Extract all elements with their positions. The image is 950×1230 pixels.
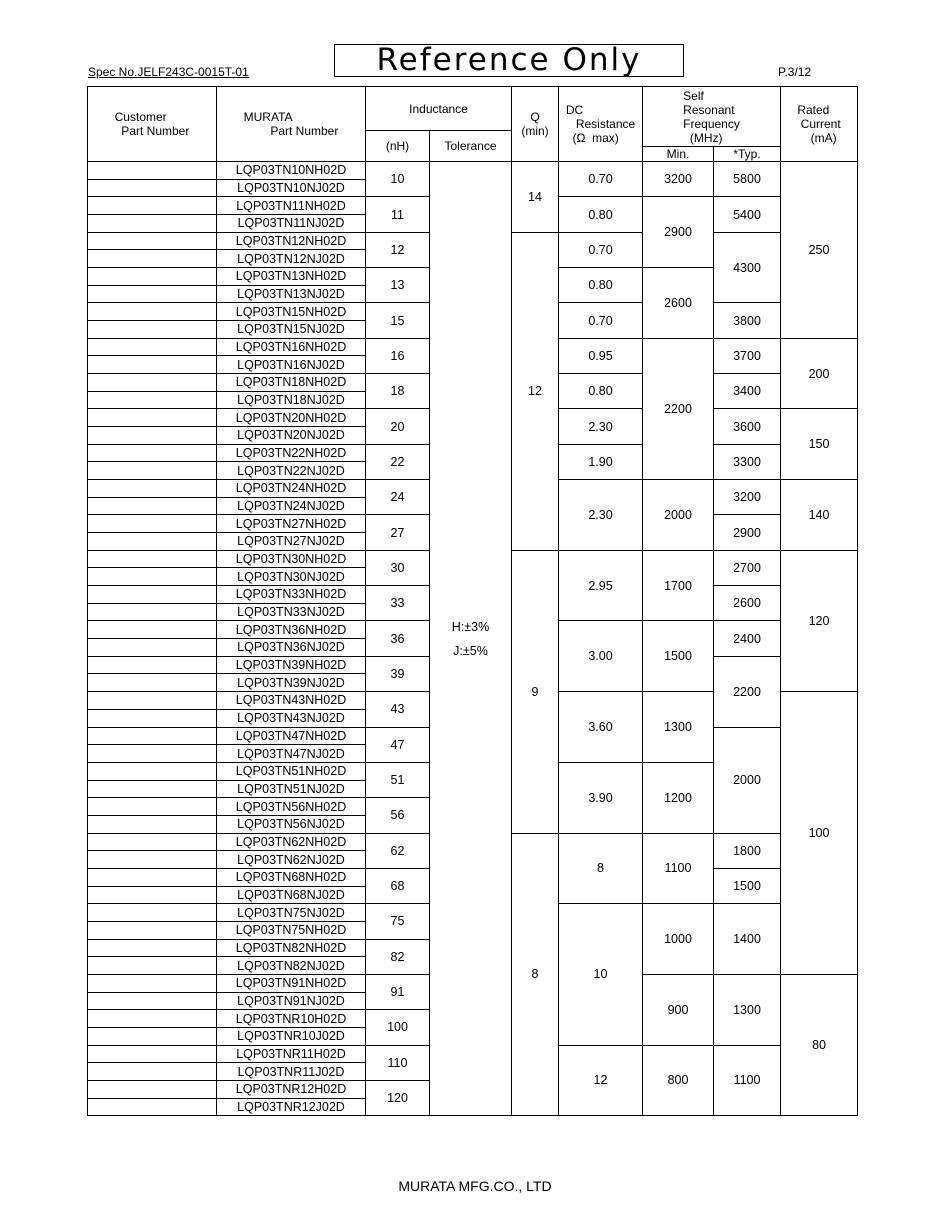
customer-part-number bbox=[88, 250, 217, 268]
header-q-min: Q (min) bbox=[512, 87, 559, 162]
inductance-value: 24 bbox=[366, 480, 430, 515]
customer-part-number bbox=[88, 886, 217, 904]
srf-min-value: 1200 bbox=[643, 762, 714, 833]
murata-part-number: LQP03TN13NH02D bbox=[217, 268, 366, 286]
header-tolerance: Tolerance bbox=[430, 131, 512, 162]
spec-table bbox=[87, 86, 858, 1116]
customer-part-number bbox=[88, 674, 217, 692]
customer-part-number bbox=[88, 462, 217, 480]
murata-part-number: LQP03TN15NH02D bbox=[217, 303, 366, 321]
inductance-value: 27 bbox=[366, 515, 430, 550]
srf-typ-value: 3600 bbox=[714, 409, 781, 444]
murata-part-number: LQP03TN47NH02D bbox=[217, 727, 366, 745]
murata-part-number: LQP03TN51NH02D bbox=[217, 762, 366, 780]
rated-current-value: 150 bbox=[781, 409, 858, 480]
murata-part-number: LQP03TN36NH02D bbox=[217, 621, 366, 639]
murata-part-number: LQP03TN30NH02D bbox=[217, 550, 366, 568]
inductance-value: 22 bbox=[366, 444, 430, 479]
customer-part-number bbox=[88, 338, 217, 356]
srf-min-value: 2200 bbox=[643, 338, 714, 479]
murata-part-number: LQP03TN22NJ02D bbox=[217, 462, 366, 480]
srf-typ-value: 1500 bbox=[714, 868, 781, 903]
customer-part-number bbox=[88, 1010, 217, 1028]
murata-part-number: LQP03TN75NJ02D bbox=[217, 904, 366, 922]
header-murata-part: MURATA Part Number bbox=[217, 87, 366, 162]
murata-part-number: LQP03TN91NH02D bbox=[217, 974, 366, 992]
customer-part-number bbox=[88, 1080, 217, 1098]
customer-part-number bbox=[88, 215, 217, 233]
customer-part-number bbox=[88, 709, 217, 727]
header-inductance: Inductance bbox=[366, 87, 512, 131]
header-srf-typ: *Typ. bbox=[714, 147, 781, 162]
tolerance-j: J:±5% bbox=[453, 643, 488, 658]
murata-part-number: LQP03TNR12J02D bbox=[217, 1098, 366, 1116]
inductance-value: 56 bbox=[366, 798, 430, 833]
srf-min-value: 1300 bbox=[643, 692, 714, 763]
murata-part-number: LQP03TN10NJ02D bbox=[217, 179, 366, 197]
murata-part-number: LQP03TN91NJ02D bbox=[217, 992, 366, 1010]
dc-resistance-value: 0.70 bbox=[559, 162, 643, 197]
dc-resistance-value: 0.80 bbox=[559, 374, 643, 409]
murata-part-number: LQP03TN12NH02D bbox=[217, 232, 366, 250]
inductance-value: 75 bbox=[366, 904, 430, 939]
rated-current-value: 100 bbox=[781, 692, 858, 975]
murata-part-number: LQP03TN62NJ02D bbox=[217, 851, 366, 869]
dc-resistance-value: 1.90 bbox=[559, 444, 643, 479]
murata-part-number: LQP03TN56NJ02D bbox=[217, 815, 366, 833]
inductance-value: 91 bbox=[366, 974, 430, 1009]
murata-part-number: LQP03TN68NH02D bbox=[217, 868, 366, 886]
murata-part-number: LQP03TN18NJ02D bbox=[217, 391, 366, 409]
murata-part-number: LQP03TN20NJ02D bbox=[217, 427, 366, 445]
inductance-value: 51 bbox=[366, 762, 430, 797]
customer-part-number bbox=[88, 586, 217, 604]
srf-min-value: 1100 bbox=[643, 833, 714, 904]
dc-resistance-value: 12 bbox=[559, 1045, 643, 1116]
srf-typ-value: 1800 bbox=[714, 833, 781, 868]
dc-resistance-value: 10 bbox=[559, 904, 643, 1045]
srf-typ-value: 2600 bbox=[714, 586, 781, 621]
inductance-value: 110 bbox=[366, 1045, 430, 1080]
tolerance-cell bbox=[430, 162, 512, 1116]
dc-resistance-value: 3.00 bbox=[559, 621, 643, 692]
srf-typ-value: 3400 bbox=[714, 374, 781, 409]
srf-min-value: 2600 bbox=[643, 268, 714, 339]
customer-part-number bbox=[88, 568, 217, 586]
customer-part-number bbox=[88, 409, 217, 427]
customer-part-number bbox=[88, 427, 217, 445]
srf-typ-value: 3300 bbox=[714, 444, 781, 479]
srf-typ-value: 1300 bbox=[714, 974, 781, 1045]
murata-part-number: LQP03TN24NJ02D bbox=[217, 497, 366, 515]
inductance-value: 33 bbox=[366, 586, 430, 621]
murata-part-number: LQP03TN39NJ02D bbox=[217, 674, 366, 692]
srf-typ-value: 4300 bbox=[714, 232, 781, 303]
srf-typ-value: 3700 bbox=[714, 338, 781, 373]
customer-part-number bbox=[88, 851, 217, 869]
murata-part-number: LQP03TN82NJ02D bbox=[217, 957, 366, 975]
rated-current-value: 120 bbox=[781, 550, 858, 691]
inductance-value: 68 bbox=[366, 868, 430, 903]
customer-part-number bbox=[88, 1098, 217, 1116]
murata-part-number: LQP03TNR10J02D bbox=[217, 1027, 366, 1045]
dc-resistance-value: 2.30 bbox=[559, 409, 643, 444]
murata-part-number: LQP03TN16NJ02D bbox=[217, 356, 366, 374]
customer-part-number bbox=[88, 939, 217, 957]
srf-typ-value: 1100 bbox=[714, 1045, 781, 1116]
customer-part-number bbox=[88, 904, 217, 922]
dc-resistance-value: 0.80 bbox=[559, 197, 643, 232]
customer-part-number bbox=[88, 550, 217, 568]
customer-part-number bbox=[88, 992, 217, 1010]
customer-part-number bbox=[88, 268, 217, 286]
customer-part-number bbox=[88, 1063, 217, 1081]
inductance-value: 20 bbox=[366, 409, 430, 444]
dc-resistance-value: 0.95 bbox=[559, 338, 643, 373]
srf-typ-value: 2700 bbox=[714, 550, 781, 585]
srf-typ-value: 3800 bbox=[714, 303, 781, 338]
customer-part-number bbox=[88, 692, 217, 710]
inductance-value: 82 bbox=[366, 939, 430, 974]
murata-part-number: LQP03TN62NH02D bbox=[217, 833, 366, 851]
srf-typ-value: 1400 bbox=[714, 904, 781, 975]
murata-part-number: LQP03TN39NH02D bbox=[217, 656, 366, 674]
spec-number: Spec No.JELF243C-0015T-01 bbox=[88, 65, 249, 79]
murata-part-number: LQP03TN43NJ02D bbox=[217, 709, 366, 727]
murata-part-number: LQP03TN51NJ02D bbox=[217, 780, 366, 798]
murata-part-number: LQP03TN33NH02D bbox=[217, 586, 366, 604]
customer-part-number bbox=[88, 621, 217, 639]
murata-part-number: LQP03TN15NJ02D bbox=[217, 321, 366, 339]
murata-part-number: LQP03TN13NJ02D bbox=[217, 285, 366, 303]
murata-part-number: LQP03TN75NH02D bbox=[217, 921, 366, 939]
inductance-value: 12 bbox=[366, 232, 430, 267]
customer-part-number bbox=[88, 727, 217, 745]
murata-part-number: LQP03TN20NH02D bbox=[217, 409, 366, 427]
reference-only-stamp: Reference Only bbox=[334, 44, 684, 77]
dc-resistance-value: 8 bbox=[559, 833, 643, 904]
inductance-value: 15 bbox=[366, 303, 430, 338]
murata-part-number: LQP03TN11NH02D bbox=[217, 197, 366, 215]
inductance-value: 13 bbox=[366, 268, 430, 303]
customer-part-number bbox=[88, 815, 217, 833]
inductance-value: 39 bbox=[366, 656, 430, 691]
dc-resistance-value: 2.30 bbox=[559, 480, 643, 551]
header-srf-min: Min. bbox=[643, 147, 714, 162]
customer-part-number bbox=[88, 356, 217, 374]
customer-part-number bbox=[88, 639, 217, 657]
customer-part-number bbox=[88, 303, 217, 321]
inductance-value: 62 bbox=[366, 833, 430, 868]
header-dc-resistance: DC Resistance (Ω max) bbox=[559, 87, 643, 162]
customer-part-number bbox=[88, 444, 217, 462]
customer-part-number bbox=[88, 798, 217, 816]
inductance-value: 18 bbox=[366, 374, 430, 409]
customer-part-number bbox=[88, 162, 217, 180]
page-number: P.3/12 bbox=[778, 65, 812, 79]
inductance-value: 10 bbox=[366, 162, 430, 197]
rated-current-value: 200 bbox=[781, 338, 858, 409]
murata-part-number: LQP03TNR10H02D bbox=[217, 1010, 366, 1028]
srf-min-value: 2900 bbox=[643, 197, 714, 268]
murata-part-number: LQP03TN10NH02D bbox=[217, 162, 366, 180]
header-rated-current: Rated Current (mA) bbox=[781, 87, 858, 162]
customer-part-number bbox=[88, 197, 217, 215]
inductance-value: 30 bbox=[366, 550, 430, 585]
inductance-value: 120 bbox=[366, 1080, 430, 1115]
header-srf: Self Resonant Frequency (MHz) bbox=[643, 87, 781, 147]
srf-typ-value: 2400 bbox=[714, 621, 781, 656]
dc-resistance-value: 0.70 bbox=[559, 232, 643, 267]
inductance-value: 100 bbox=[366, 1010, 430, 1045]
murata-part-number: LQP03TNR11H02D bbox=[217, 1045, 366, 1063]
customer-part-number bbox=[88, 1027, 217, 1045]
footer-company: MURATA MFG.CO., LTD bbox=[398, 1178, 552, 1194]
srf-typ-value: 5800 bbox=[714, 162, 781, 197]
customer-part-number bbox=[88, 974, 217, 992]
rated-current-value: 140 bbox=[781, 480, 858, 551]
murata-part-number: LQP03TN18NH02D bbox=[217, 374, 366, 392]
customer-part-number bbox=[88, 374, 217, 392]
srf-typ-value: 2000 bbox=[714, 727, 781, 833]
inductance-value: 47 bbox=[366, 727, 430, 762]
murata-part-number: LQP03TN22NH02D bbox=[217, 444, 366, 462]
murata-part-number: LQP03TNR12H02D bbox=[217, 1080, 366, 1098]
customer-part-number bbox=[88, 285, 217, 303]
murata-part-number: LQP03TN16NH02D bbox=[217, 338, 366, 356]
srf-min-value: 1500 bbox=[643, 621, 714, 692]
customer-part-number bbox=[88, 957, 217, 975]
inductance-value: 16 bbox=[366, 338, 430, 373]
murata-part-number: LQP03TN11NJ02D bbox=[217, 215, 366, 233]
rated-current-value: 250 bbox=[781, 162, 858, 339]
murata-part-number: LQP03TN47NJ02D bbox=[217, 745, 366, 763]
srf-min-value: 2000 bbox=[643, 480, 714, 551]
tolerance-h: H:±3% bbox=[451, 619, 490, 634]
customer-part-number bbox=[88, 745, 217, 763]
rated-current-value: 80 bbox=[781, 974, 858, 1115]
q-min-value: 14 bbox=[512, 162, 559, 233]
dc-resistance-value: 3.90 bbox=[559, 762, 643, 833]
customer-part-number bbox=[88, 232, 217, 250]
murata-part-number: LQP03TN82NH02D bbox=[217, 939, 366, 957]
customer-part-number bbox=[88, 480, 217, 498]
srf-typ-value: 2200 bbox=[714, 656, 781, 727]
customer-part-number bbox=[88, 515, 217, 533]
dc-resistance-value: 3.60 bbox=[559, 692, 643, 763]
murata-part-number: LQP03TN33NJ02D bbox=[217, 603, 366, 621]
srf-typ-value: 2900 bbox=[714, 515, 781, 550]
srf-min-value: 1000 bbox=[643, 904, 714, 975]
srf-typ-value: 5400 bbox=[714, 197, 781, 232]
srf-min-value: 1700 bbox=[643, 550, 714, 621]
customer-part-number bbox=[88, 321, 217, 339]
dc-resistance-value: 0.80 bbox=[559, 268, 643, 303]
customer-part-number bbox=[88, 762, 217, 780]
customer-part-number bbox=[88, 1045, 217, 1063]
srf-min-value: 3200 bbox=[643, 162, 714, 197]
inductance-value: 11 bbox=[366, 197, 430, 232]
inductance-value: 43 bbox=[366, 692, 430, 727]
murata-part-number: LQP03TN27NJ02D bbox=[217, 533, 366, 551]
header-customer-part: Customer Part Number bbox=[88, 87, 217, 162]
murata-part-number: LQP03TN68NJ02D bbox=[217, 886, 366, 904]
murata-part-number: LQP03TN36NJ02D bbox=[217, 639, 366, 657]
customer-part-number bbox=[88, 868, 217, 886]
murata-part-number: LQP03TNR11J02D bbox=[217, 1063, 366, 1081]
murata-part-number: LQP03TN24NH02D bbox=[217, 480, 366, 498]
header-nh: (nH) bbox=[366, 131, 430, 162]
customer-part-number bbox=[88, 780, 217, 798]
customer-part-number bbox=[88, 391, 217, 409]
murata-part-number: LQP03TN30NJ02D bbox=[217, 568, 366, 586]
customer-part-number bbox=[88, 833, 217, 851]
customer-part-number bbox=[88, 603, 217, 621]
murata-part-number: LQP03TN43NH02D bbox=[217, 692, 366, 710]
inductance-value: 36 bbox=[366, 621, 430, 656]
srf-min-value: 900 bbox=[643, 974, 714, 1045]
murata-part-number: LQP03TN27NH02D bbox=[217, 515, 366, 533]
murata-part-number: LQP03TN56NH02D bbox=[217, 798, 366, 816]
customer-part-number bbox=[88, 656, 217, 674]
customer-part-number bbox=[88, 533, 217, 551]
customer-part-number bbox=[88, 497, 217, 515]
q-min-value: 12 bbox=[512, 232, 559, 550]
srf-min-value: 800 bbox=[643, 1045, 714, 1116]
q-min-value: 8 bbox=[512, 833, 559, 1116]
murata-part-number: LQP03TN12NJ02D bbox=[217, 250, 366, 268]
srf-typ-value: 3200 bbox=[714, 480, 781, 515]
customer-part-number bbox=[88, 921, 217, 939]
dc-resistance-value: 0.70 bbox=[559, 303, 643, 338]
customer-part-number bbox=[88, 179, 217, 197]
dc-resistance-value: 2.95 bbox=[559, 550, 643, 621]
q-min-value: 9 bbox=[512, 550, 559, 833]
table-row bbox=[88, 162, 858, 180]
